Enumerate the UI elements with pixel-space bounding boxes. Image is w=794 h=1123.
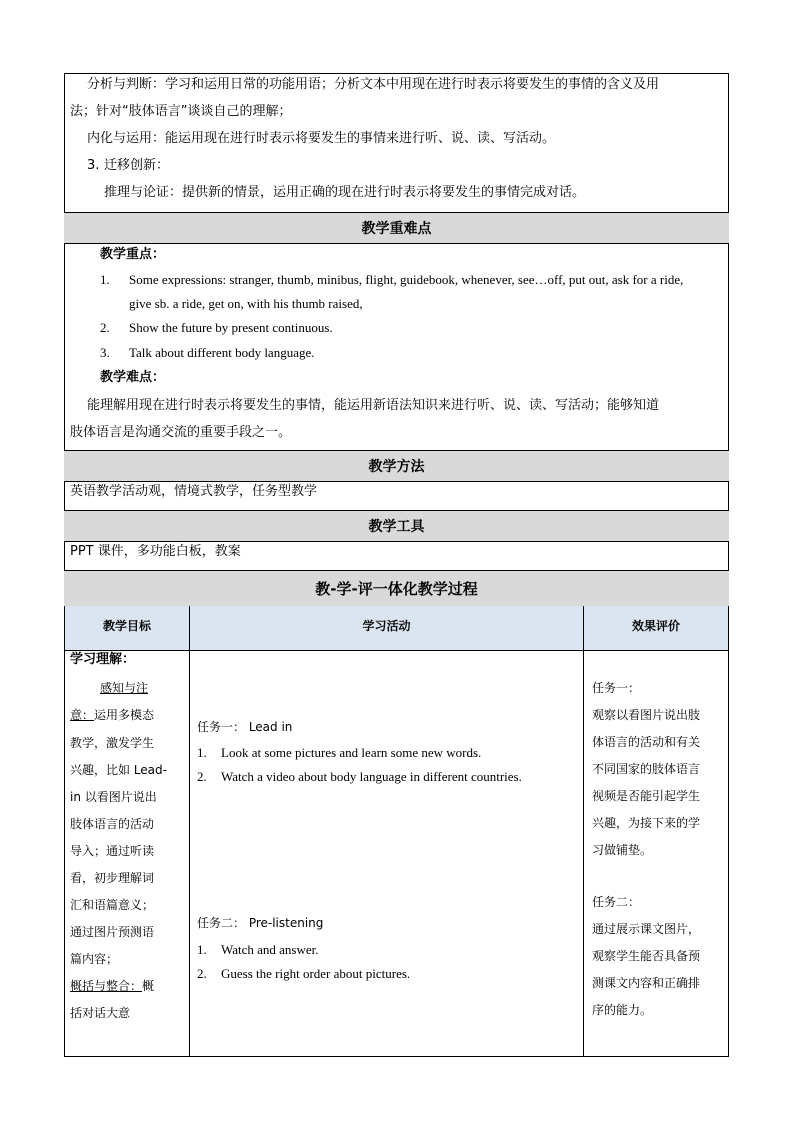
eval1-line-2: 体语言的活动和有关 — [592, 735, 701, 749]
analysis-line-2: 法；针对“肢体语言”谈谈自己的理解； — [70, 104, 292, 119]
goal-heading: 学习理解： — [70, 652, 136, 667]
eval1-title: 任务一： — [592, 681, 641, 695]
transfer-title: 迁移创新： — [104, 158, 170, 173]
reasoning-line: 推理与论证：提供新的情景，运用正确的现在进行时表示将要发生的事情完成对话。 — [104, 185, 586, 200]
eval1-line-3: 不同国家的肢体语言 — [592, 762, 701, 776]
task2-item-1-text: Watch and answer. — [221, 942, 319, 957]
goal-line-5: in 以看图片说出 — [70, 790, 157, 804]
tools-content: PPT 课件，多功能白板，教案 — [70, 544, 241, 559]
key-item-1-line-1: Some expressions: stranger, thumb, minibus, flight, guidebook, whenever, see…off, put out, ask for a ride, — [129, 272, 684, 287]
key-item-1-line-2: give sb. a ride, get on, with his thumb raised, — [129, 296, 363, 311]
transfer-number: 3. — [87, 158, 100, 173]
task1-item-1-number: 1. — [197, 745, 207, 760]
eval1-line-5: 兴趣，为接下来的学 — [592, 816, 701, 830]
col-header-goal: 教学目标 — [102, 619, 151, 633]
method-content: 英语教学活动观，情境式教学，任务型教学 — [70, 484, 318, 499]
goal-line-2-term: 意： — [70, 708, 95, 722]
eval1-line-1: 观察以看图片说出肢 — [592, 708, 701, 722]
eval2-title: 任务二： — [592, 895, 641, 909]
goal-line-2-rest: 运用多模态 — [94, 708, 155, 722]
col-header-activity: 学习活动 — [362, 619, 411, 633]
goal-line-12-term: 概括与整合： — [70, 979, 143, 993]
goal-line-2 — [70, 705, 154, 725]
task2-item-1-number: 1. — [197, 942, 207, 957]
difficult-line-2: 肢体语言是沟通交流的重要手段之一。 — [70, 425, 292, 440]
method-header — [64, 450, 729, 482]
tools-header — [64, 510, 729, 542]
task2-item-2-text: Guess the right order about pictures. — [221, 966, 411, 981]
col-header-divider — [64, 650, 729, 651]
col-divider-1 — [189, 607, 190, 1057]
key-item-3-text: Talk about different body language. — [129, 345, 315, 360]
goal-line-6: 肢体语言的活动 — [70, 817, 155, 831]
goal-line-10: 通过图片预测语 — [70, 925, 155, 939]
tools-title: 教学工具 — [368, 519, 425, 535]
task1-item-2-number: 2. — [197, 769, 207, 784]
task1-title: 任务一： Lead in — [197, 720, 293, 734]
difficulties-header — [64, 212, 729, 244]
goal-line-4: 兴趣，比如 Lead- — [70, 763, 167, 777]
task1-item-1-text: Look at some pictures and learn some new words. — [221, 745, 482, 760]
goal-line-13: 括对话大意 — [70, 1006, 131, 1020]
task2-title: 任务二： Pre-listening — [197, 916, 324, 930]
eval2-line-1: 通过展示课文图片， — [592, 922, 701, 936]
task1-item-2-text: Watch a video about body language in different countries. — [221, 769, 522, 784]
goal-line-8: 看，初步理解词 — [70, 871, 155, 885]
goal-line-9: 汇和语篇意义； — [70, 898, 155, 912]
key-item-2-text: Show the future by present continuous. — [129, 320, 333, 335]
difficult-line-1: 能理解用现在进行时表示将要发生的事情，能运用新语法知识来进行听、说、读、写活动；能够知道 — [87, 398, 660, 413]
analysis-line-1: 分析与判断：学习和运用日常的功能用语；分析文本中用现在进行时表示将要发生的事情的含义及用 — [87, 77, 660, 92]
key-item-2-number: 2. — [100, 320, 110, 335]
goal-line-7: 导入；通过听读 — [70, 844, 155, 858]
eval2-line-3: 测课文内容和正确排 — [592, 976, 701, 990]
key-points-label: 教学重点： — [100, 247, 166, 262]
process-header — [64, 570, 729, 607]
key-item-3-number: 3. — [100, 345, 110, 360]
goal-line-11: 篇内容； — [70, 952, 119, 966]
difficult-points-label: 教学难点： — [100, 370, 166, 385]
col-header-eval: 效果评价 — [631, 619, 680, 633]
goal-line-12 — [70, 976, 154, 996]
task2-item-2-number: 2. — [197, 966, 207, 981]
eval2-line-2: 观察学生能否具备预 — [592, 949, 701, 963]
eval2-line-4: 序的能力。 — [592, 1003, 653, 1017]
key-item-1-number: 1. — [100, 272, 110, 287]
goal-line-3: 教学，激发学生 — [70, 736, 155, 750]
process-title: 教-学-评一体化教学过程 — [315, 580, 478, 598]
goal-line-12-rest: 概 — [142, 979, 155, 993]
col-divider-2 — [583, 607, 584, 1057]
eval1-line-4: 视频是否能引起学生 — [592, 789, 701, 803]
internalize-line: 内化与运用：能运用现在进行时表示将要发生的事情来进行听、说、读、写活动。 — [87, 131, 556, 146]
eval1-line-6: 习做铺垫。 — [592, 843, 653, 857]
method-title: 教学方法 — [368, 459, 425, 475]
difficulties-title: 教学重难点 — [361, 221, 432, 237]
goal-line-1: 感知与注 — [100, 681, 149, 695]
